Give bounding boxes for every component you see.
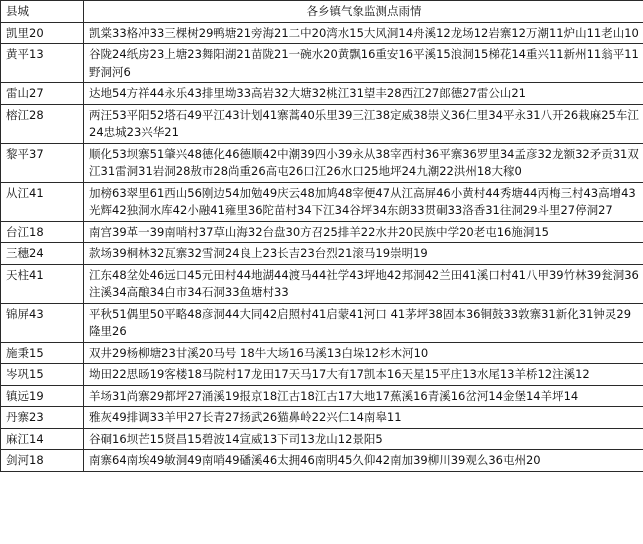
county-cell: 镇远19 [1, 385, 84, 407]
rainfall-detail-cell: 达地54方祥44永乐43排里坳33高岩32大塘32桃江31望丰28西江27郎德27雷公山21 [84, 83, 643, 105]
county-cell: 剑河18 [1, 450, 84, 472]
table-row [1, 44, 643, 83]
rainfall-detail-cell: 南宫39革一39南哨村37草山海32台盘30方召25排羊22水井20民族中学20老屯16施洞15 [84, 221, 643, 243]
table-row [1, 182, 643, 221]
rainfall-detail-cell: 顺化53坝寨51肇兴48德化46德顺42中潮39四小39永从38宰西村36平寨36罗里34孟彦32龙额32矛贡31双江31雷洞31岩洞28敖市28尚重26高屯26口江26水口25地坪24九潮22洪州18大稼0 [84, 143, 643, 182]
rainfall-detail-cell: 坳田22思旸19客楼18马院村17龙田17天马17大有17凯本16天星15平庄13水尾13羊桥12注溪12 [84, 364, 643, 386]
rainfall-detail-cell: 双井29杨柳塘23甘溪20马号 18牛大场16马溪13白垛12杉木河10 [84, 342, 643, 364]
rainfall-detail-cell: 平秋51偶里50平略48彦洞44大同42启照村41启蒙41河口 41茅坪38固本36铜鼓33敦寨31新化31钟灵29隆里26 [84, 303, 643, 342]
table-row [1, 22, 643, 44]
table-row [1, 428, 643, 450]
detail-header: 各乡镇气象监测点雨情 [84, 1, 643, 23]
county-cell: 从江41 [1, 182, 84, 221]
county-cell: 岑巩15 [1, 364, 84, 386]
rainfall-detail-cell: 谷硐16坝芒15贤昌15碧波14宣威13下司13龙山12景阳5 [84, 428, 643, 450]
table-row [1, 407, 643, 429]
table-row [1, 243, 643, 265]
county-cell: 黎平37 [1, 143, 84, 182]
rainfall-detail-cell: 羊场31尚寨29都坪27涌溪19报京18江古18江古17大地17蕉溪16青溪16岔河14金堡14羊坪14 [84, 385, 643, 407]
table-row [1, 364, 643, 386]
county-cell: 三穗24 [1, 243, 84, 265]
county-cell: 麻江14 [1, 428, 84, 450]
rainfall-detail-cell: 款场39桐林32瓦寨32雪洞24良上23长吉23台烈21滚马19崇明19 [84, 243, 643, 265]
rainfall-detail-cell: 凯棠33格冲33三棵树29鸭塘21旁海21二中20湾水15大风洞14舟溪12龙场12岩寨12万潮11炉山11老山10 [84, 22, 643, 44]
table-row [1, 342, 643, 364]
table-row [1, 221, 643, 243]
table-row [1, 264, 643, 303]
table-row [1, 450, 643, 472]
rainfall-detail-cell: 谷陇24纸房23上塘23舞阳湖21苗陇21一碗水20黄飘16重安16平溪15浪洞15梯花14重兴11新州11翁平11野洞河6 [84, 44, 643, 83]
county-cell: 黄平13 [1, 44, 84, 83]
county-cell: 天柱41 [1, 264, 84, 303]
table-row [1, 385, 643, 407]
table-row [1, 83, 643, 105]
rainfall-detail-cell: 江东48坌处46远口45元田村44地湖44渡马44社学43坪地42邦洞42兰田41溪口村41八甲39竹林39瓮洞36注溪34高酿34白市34石洞33鱼塘村33 [84, 264, 643, 303]
rainfall-detail-cell: 两汪53平阳52塔石49平江43计划41寨蒿40乐里39三江38定威38崇义36仁里34平永31八开26栽麻25车江24忠城23兴华21 [84, 104, 643, 143]
rainfall-detail-cell: 加榜63翠里61西山56刚边54加勉49庆云48加鸠48宰便47从江高屏46小黄村44秀塘44丙梅三村43高增43光辉42独洞水库42小融41雍里36陀苗村34下江34谷坪34东朗33贯硐33洛香31往洞29斗里27停洞27 [84, 182, 643, 221]
rainfall-detail-cell: 雅灰49排调33羊甲27长青27扬武26猫鼻岭22兴仁14南皋11 [84, 407, 643, 429]
county-cell: 丹寨23 [1, 407, 84, 429]
county-cell: 榕江28 [1, 104, 84, 143]
table-row [1, 143, 643, 182]
header-row [1, 1, 643, 23]
table-row [1, 104, 643, 143]
table-body [1, 22, 643, 471]
county-cell: 施秉15 [1, 342, 84, 364]
county-cell: 台江18 [1, 221, 84, 243]
county-header: 县城 [1, 1, 84, 23]
rainfall-detail-cell: 南寨64南埃49敏洞49南哨49磻溪46太拥46南明45久仰42南加39柳川39观么36屯州20 [84, 450, 643, 472]
county-cell: 锦屏43 [1, 303, 84, 342]
county-cell: 雷山27 [1, 83, 84, 105]
table-row [1, 303, 643, 342]
county-cell: 凯里20 [1, 22, 84, 44]
